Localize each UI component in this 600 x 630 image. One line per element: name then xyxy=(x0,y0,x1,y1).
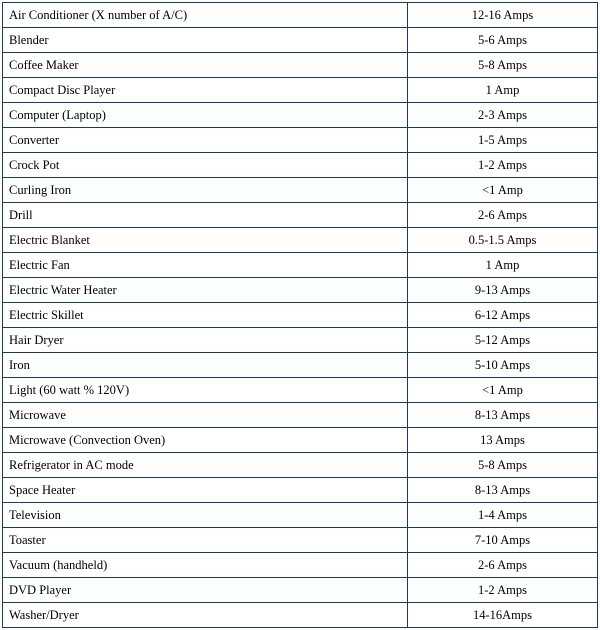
amperage-cell: 8-13 Amps xyxy=(408,478,598,503)
table-row xyxy=(3,328,598,353)
amperage-cell: 7-10 Amps xyxy=(408,528,598,553)
table-row xyxy=(3,28,598,53)
amperage-cell: 6-12 Amps xyxy=(408,303,598,328)
amperage-cell: 9-13 Amps xyxy=(408,278,598,303)
amperage-cell: <1 Amp xyxy=(408,378,598,403)
table-row xyxy=(3,578,598,603)
table-row xyxy=(3,178,598,203)
appliance-name-cell: Washer/Dryer xyxy=(3,603,408,628)
appliance-name-cell: Computer (Laptop) xyxy=(3,103,408,128)
amperage-cell: 14-16Amps xyxy=(408,603,598,628)
table-row xyxy=(3,603,598,628)
amperage-cell: 1 Amp xyxy=(408,78,598,103)
appliance-name-cell: Refrigerator in AC mode xyxy=(3,453,408,478)
appliance-name-cell: Crock Pot xyxy=(3,153,408,178)
table-row xyxy=(3,453,598,478)
table-row xyxy=(3,528,598,553)
appliance-name-cell: Television xyxy=(3,503,408,528)
table-row xyxy=(3,78,598,103)
appliance-name-cell: Toaster xyxy=(3,528,408,553)
appliance-name-cell: Air Conditioner (X number of A/C) xyxy=(3,3,408,28)
appliance-name-cell: Microwave (Convection Oven) xyxy=(3,428,408,453)
appliance-name-cell: Electric Water Heater xyxy=(3,278,408,303)
amperage-cell: 12-16 Amps xyxy=(408,3,598,28)
appliance-name-cell: Light (60 watt % 120V) xyxy=(3,378,408,403)
table-row xyxy=(3,553,598,578)
table-row xyxy=(3,303,598,328)
amperage-cell: 5-8 Amps xyxy=(408,453,598,478)
table-row xyxy=(3,403,598,428)
table-row xyxy=(3,203,598,228)
appliance-name-cell: Hair Dryer xyxy=(3,328,408,353)
appliance-amperage-table xyxy=(2,2,598,628)
appliance-name-cell: Compact Disc Player xyxy=(3,78,408,103)
table-row xyxy=(3,228,598,253)
amperage-cell: 1-4 Amps xyxy=(408,503,598,528)
appliance-name-cell: Electric Fan xyxy=(3,253,408,278)
appliance-name-cell: Iron xyxy=(3,353,408,378)
amperage-cell: 0.5-1.5 Amps xyxy=(408,228,598,253)
appliance-name-cell: Electric Blanket xyxy=(3,228,408,253)
appliance-name-cell: DVD Player xyxy=(3,578,408,603)
appliance-name-cell: Space Heater xyxy=(3,478,408,503)
amperage-cell: 1-5 Amps xyxy=(408,128,598,153)
appliance-name-cell: Coffee Maker xyxy=(3,53,408,78)
appliance-name-cell: Drill xyxy=(3,203,408,228)
table-row xyxy=(3,428,598,453)
amperage-cell: 5-6 Amps xyxy=(408,28,598,53)
amperage-cell: 1-2 Amps xyxy=(408,578,598,603)
amperage-cell: 8-13 Amps xyxy=(408,403,598,428)
amperage-cell: 2-6 Amps xyxy=(408,203,598,228)
amperage-cell: 5-12 Amps xyxy=(408,328,598,353)
amperage-cell: 5-10 Amps xyxy=(408,353,598,378)
appliance-name-cell: Vacuum (handheld) xyxy=(3,553,408,578)
table-row xyxy=(3,353,598,378)
amperage-cell: 13 Amps xyxy=(408,428,598,453)
table-row xyxy=(3,378,598,403)
appliance-name-cell: Converter xyxy=(3,128,408,153)
table-row xyxy=(3,253,598,278)
amperage-cell: <1 Amp xyxy=(408,178,598,203)
amperage-cell: 2-3 Amps xyxy=(408,103,598,128)
table-body xyxy=(3,3,598,628)
appliance-name-cell: Curling Iron xyxy=(3,178,408,203)
amperage-cell: 1 Amp xyxy=(408,253,598,278)
table-row xyxy=(3,503,598,528)
appliance-name-cell: Blender xyxy=(3,28,408,53)
table-row xyxy=(3,153,598,178)
amperage-cell: 1-2 Amps xyxy=(408,153,598,178)
amperage-cell: 5-8 Amps xyxy=(408,53,598,78)
table-row xyxy=(3,278,598,303)
table-row xyxy=(3,128,598,153)
appliance-name-cell: Electric Skillet xyxy=(3,303,408,328)
table-row xyxy=(3,103,598,128)
table-row xyxy=(3,3,598,28)
table-row xyxy=(3,53,598,78)
appliance-name-cell: Microwave xyxy=(3,403,408,428)
table-row xyxy=(3,478,598,503)
amperage-cell: 2-6 Amps xyxy=(408,553,598,578)
